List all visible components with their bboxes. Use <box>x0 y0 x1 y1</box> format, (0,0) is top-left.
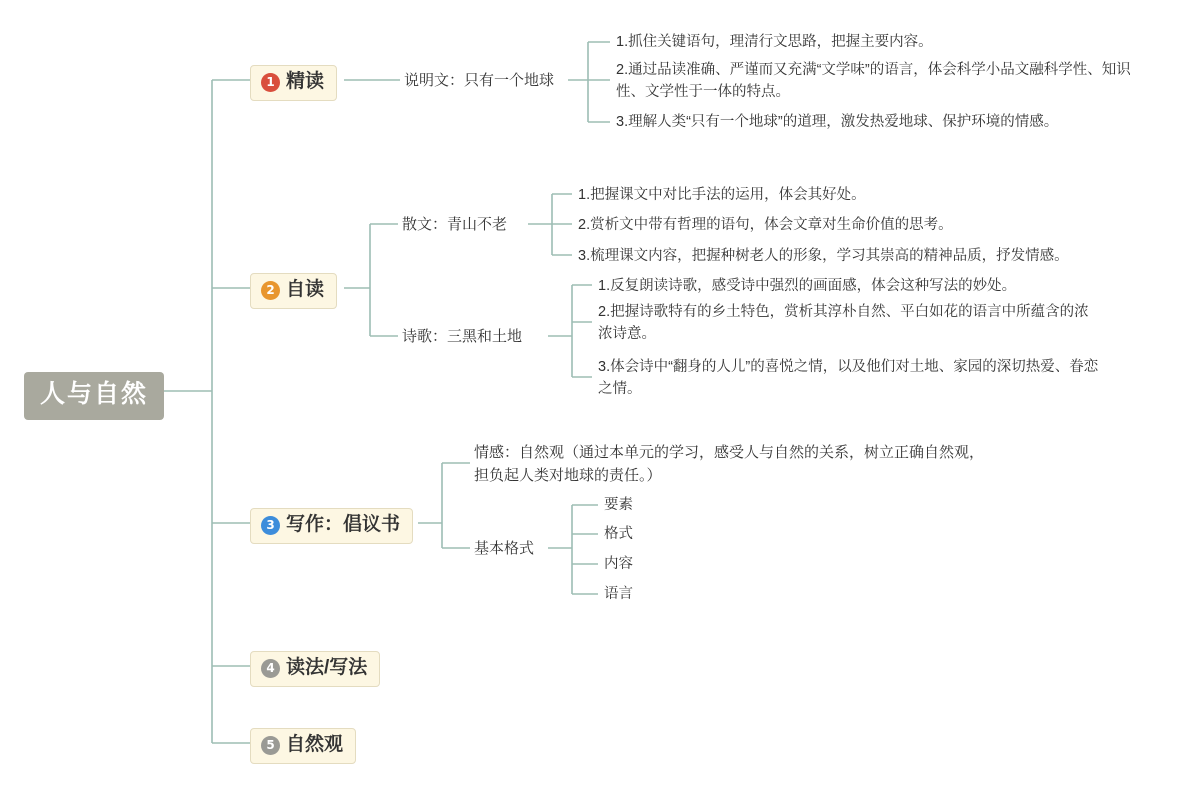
topic-node-sanwen[interactable]: 散文：青山不老 <box>402 216 508 233</box>
leaf-node[interactable]: 要素 <box>604 497 633 513</box>
leaf-node[interactable]: 2.通过品读准确、严谨而又充满“文学味”的语言，体会科学小品文融科学性、知识性、文学性于一体的特点。 <box>616 62 1131 100</box>
branch-node-1[interactable] <box>250 65 337 101</box>
leaf-node[interactable]: 1.反复朗读诗歌，感受诗中强烈的画面感，体会这种写法的妙处。 <box>598 278 1017 294</box>
topic-node-shuomingwen[interactable]: 说明文：只有一个地球 <box>404 72 555 89</box>
leaf-node[interactable]: 3.梳理课文内容，把握种树老人的形象，学习其崇高的精神品质，抒发情感。 <box>578 248 1069 264</box>
topic-node-qinggan[interactable]: 情感：自然观（通过本单元的学习，感受人与自然的关系，树立正确自然观，担负起人类对地球的责任。） <box>474 444 985 485</box>
leaf-node[interactable]: 格式 <box>604 526 633 542</box>
leaf-node[interactable]: 2.赏析文中带有哲理的语句，体会文章对生命价值的思考。 <box>578 217 953 233</box>
topic-node-jibengeshi[interactable]: 基本格式 <box>474 540 535 557</box>
leaf-node[interactable]: 内容 <box>604 556 633 572</box>
branch-node-4[interactable] <box>250 651 380 687</box>
branch-label: 写作：倡议书 <box>286 514 401 535</box>
topic-node-shige[interactable]: 诗歌：三黑和土地 <box>402 328 523 345</box>
leaf-node[interactable]: 语言 <box>604 586 633 602</box>
leaf-node[interactable]: 1.抓住关键语句，理清行文思路，把握主要内容。 <box>616 34 933 50</box>
branch-node-5[interactable] <box>250 728 356 764</box>
badge-icon: 3 <box>261 516 280 535</box>
leaf-node[interactable]: 2.把握诗歌特有的乡土特色，赏析其淳朴自然、平白如花的语言中所蕴含的浓浓诗意。 <box>598 304 1089 342</box>
leaf-node[interactable]: 3.体会诗中“翻身的人儿”的喜悦之情，以及他们对土地、家园的深切热爱、眷恋之情。 <box>598 359 1099 397</box>
root-node[interactable]: 人与自然 <box>24 372 164 420</box>
badge-icon: 2 <box>261 281 280 300</box>
badge-icon: 5 <box>261 736 280 755</box>
badge-icon: 4 <box>261 659 280 678</box>
badge-icon: 1 <box>261 73 280 92</box>
branch-label: 精读 <box>286 71 325 92</box>
leaf-node[interactable]: 1.把握课文中对比手法的运用，体会其好处。 <box>578 187 866 203</box>
branch-label: 读法/写法 <box>286 657 368 678</box>
branch-node-2[interactable] <box>250 273 337 309</box>
branch-label: 自然观 <box>286 734 344 755</box>
branch-label: 自读 <box>286 279 325 300</box>
leaf-node[interactable]: 3.理解人类“只有一个地球”的道理，激发热爱地球、保护环境的情感。 <box>616 114 1059 130</box>
branch-node-3[interactable] <box>250 508 413 544</box>
